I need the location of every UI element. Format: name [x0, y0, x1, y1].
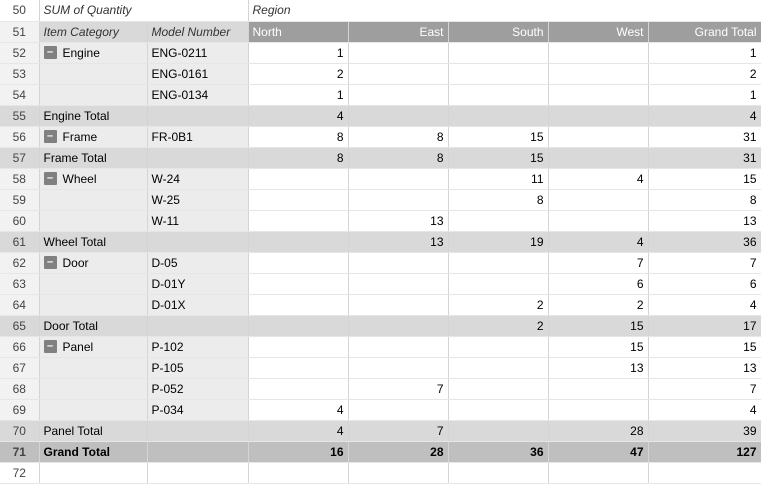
value-east	[348, 357, 448, 378]
value-west	[548, 42, 648, 63]
value-north	[248, 252, 348, 273]
table-row	[0, 189, 761, 210]
value-south	[448, 63, 548, 84]
value-total: 1	[648, 84, 761, 105]
row-header-62[interactable]: 62	[0, 252, 39, 273]
subtotal-total: 36	[648, 231, 761, 252]
value-west: 7	[548, 252, 648, 273]
value-east	[348, 273, 448, 294]
table-row	[0, 462, 761, 483]
value-east	[348, 42, 448, 63]
value-south	[448, 357, 548, 378]
subtotal-west	[548, 105, 648, 126]
category-cell	[39, 399, 147, 420]
value-west	[548, 84, 648, 105]
table-row	[0, 252, 761, 273]
value-west: 15	[548, 336, 648, 357]
model-cell: W-25	[147, 189, 248, 210]
subtotal-total: 17	[648, 315, 761, 336]
subtotal-south	[448, 420, 548, 441]
header-east[interactable]: East	[348, 21, 448, 42]
value-total: 13	[648, 210, 761, 231]
collapse-icon[interactable]: –	[44, 46, 57, 59]
subtotal-west: 4	[548, 231, 648, 252]
grand-total-label: Grand Total	[39, 441, 147, 462]
subtotal-north: 8	[248, 147, 348, 168]
row-header-66[interactable]: 66	[0, 336, 39, 357]
value-north	[248, 168, 348, 189]
category-cell	[39, 294, 147, 315]
header-model-number[interactable]: Model Number	[147, 21, 248, 42]
subtotal-row	[0, 105, 761, 126]
value-south: 11	[448, 168, 548, 189]
value-south	[448, 42, 548, 63]
category-label: Engine	[62, 45, 100, 60]
row-header-60[interactable]: 60	[0, 210, 39, 231]
value-west: 4	[548, 168, 648, 189]
subtotal-east: 7	[348, 420, 448, 441]
value-total: 1	[648, 42, 761, 63]
category-label: Door	[62, 255, 89, 270]
value-total: 15	[648, 168, 761, 189]
grand-total-model	[147, 441, 248, 462]
subtotal-west	[548, 147, 648, 168]
region-label: Region	[248, 0, 761, 21]
row-header-61[interactable]: 61	[0, 231, 39, 252]
subtotal-label: Wheel Total	[39, 231, 147, 252]
category-cell-engine[interactable]	[39, 42, 147, 63]
category-cell	[39, 84, 147, 105]
row-header-52[interactable]: 52	[0, 42, 39, 63]
row-header-64[interactable]: 64	[0, 294, 39, 315]
category-label: Frame	[62, 129, 98, 144]
value-south	[448, 84, 548, 105]
subtotal-north	[248, 231, 348, 252]
value-north	[248, 378, 348, 399]
subtotal-east	[348, 315, 448, 336]
subtotal-row	[0, 231, 761, 252]
row-header-54[interactable]: 54	[0, 84, 39, 105]
row-51	[0, 21, 761, 42]
empty-cell	[39, 462, 147, 483]
model-cell: D-01X	[147, 294, 248, 315]
table-row	[0, 84, 761, 105]
empty-cell	[147, 462, 248, 483]
row-header-51[interactable]: 51	[0, 21, 39, 42]
empty-cell	[248, 462, 348, 483]
row-header-63[interactable]: 63	[0, 273, 39, 294]
model-cell: P-034	[147, 399, 248, 420]
model-cell: D-01Y	[147, 273, 248, 294]
grand-total-row	[0, 441, 761, 462]
value-east	[348, 63, 448, 84]
value-east	[348, 189, 448, 210]
header-south[interactable]: South	[448, 21, 548, 42]
model-cell: ENG-0211	[147, 42, 248, 63]
subtotal-north: 4	[248, 420, 348, 441]
subtotal-row	[0, 420, 761, 441]
subtotal-total: 31	[648, 147, 761, 168]
subtotal-west: 28	[548, 420, 648, 441]
subtotal-model	[147, 315, 248, 336]
category-cell	[39, 210, 147, 231]
value-south	[448, 336, 548, 357]
table-row	[0, 294, 761, 315]
grand-total-south: 36	[448, 441, 548, 462]
value-north: 8	[248, 126, 348, 147]
table-row	[0, 273, 761, 294]
value-north	[248, 189, 348, 210]
subtotal-label: Frame Total	[39, 147, 147, 168]
value-west: 2	[548, 294, 648, 315]
value-north	[248, 210, 348, 231]
table-row	[0, 336, 761, 357]
table-row	[0, 210, 761, 231]
value-west	[548, 399, 648, 420]
subtotal-model	[147, 420, 248, 441]
row-header-70[interactable]: 70	[0, 420, 39, 441]
value-south	[448, 252, 548, 273]
value-east	[348, 294, 448, 315]
value-total: 31	[648, 126, 761, 147]
model-cell: FR-0B1	[147, 126, 248, 147]
category-cell-wheel[interactable]	[39, 168, 147, 189]
empty-cell	[648, 462, 761, 483]
collapse-icon[interactable]: –	[44, 130, 57, 143]
value-north	[248, 294, 348, 315]
category-label: Panel	[62, 339, 94, 354]
model-cell: P-052	[147, 378, 248, 399]
table-row	[0, 399, 761, 420]
model-cell: W-24	[147, 168, 248, 189]
row-header-67[interactable]: 67	[0, 357, 39, 378]
category-cell-panel[interactable]	[39, 336, 147, 357]
table-row	[0, 378, 761, 399]
value-total: 8	[648, 189, 761, 210]
collapse-icon[interactable]: –	[44, 172, 57, 185]
header-item-category[interactable]: Item Category	[39, 21, 147, 42]
subtotal-east	[348, 105, 448, 126]
subtotal-model	[147, 147, 248, 168]
value-east	[348, 168, 448, 189]
value-total: 4	[648, 399, 761, 420]
value-north	[248, 273, 348, 294]
row-header-72[interactable]: 72	[0, 462, 39, 483]
category-cell	[39, 357, 147, 378]
value-east	[348, 399, 448, 420]
row-header-53[interactable]: 53	[0, 63, 39, 84]
subtotal-south: 19	[448, 231, 548, 252]
subtotal-south: 15	[448, 147, 548, 168]
category-cell-frame[interactable]	[39, 126, 147, 147]
category-cell	[39, 378, 147, 399]
value-south: 8	[448, 189, 548, 210]
empty-cell	[448, 462, 548, 483]
value-total: 13	[648, 357, 761, 378]
subtotal-label: Panel Total	[39, 420, 147, 441]
value-south	[448, 210, 548, 231]
row-header-65[interactable]: 65	[0, 315, 39, 336]
model-cell: P-105	[147, 357, 248, 378]
subtotal-row	[0, 147, 761, 168]
row-header-58[interactable]: 58	[0, 168, 39, 189]
empty-cell	[548, 462, 648, 483]
category-label: Wheel	[62, 171, 97, 186]
table-row	[0, 42, 761, 63]
subtotal-south: 2	[448, 315, 548, 336]
table-row	[0, 357, 761, 378]
value-south: 15	[448, 126, 548, 147]
category-cell	[39, 63, 147, 84]
subtotal-label: Door Total	[39, 315, 147, 336]
collapse-icon[interactable]: –	[44, 256, 57, 269]
table-row	[0, 168, 761, 189]
value-north	[248, 336, 348, 357]
value-total: 6	[648, 273, 761, 294]
subtotal-north	[248, 315, 348, 336]
header-west[interactable]: West	[548, 21, 648, 42]
subtotal-west: 15	[548, 315, 648, 336]
value-north	[248, 357, 348, 378]
category-cell	[39, 189, 147, 210]
value-east	[348, 84, 448, 105]
table-row	[0, 126, 761, 147]
grand-total-total: 127	[648, 441, 761, 462]
subtotal-east: 8	[348, 147, 448, 168]
header-grand-total[interactable]: Grand Total	[648, 21, 761, 42]
value-west: 6	[548, 273, 648, 294]
value-north: 4	[248, 399, 348, 420]
value-north: 1	[248, 84, 348, 105]
category-cell-door[interactable]	[39, 252, 147, 273]
model-cell: ENG-0134	[147, 84, 248, 105]
category-cell	[39, 273, 147, 294]
grand-total-west: 47	[548, 441, 648, 462]
subtotal-total: 4	[648, 105, 761, 126]
value-total: 2	[648, 63, 761, 84]
row-header-56[interactable]: 56	[0, 126, 39, 147]
subtotal-south	[448, 105, 548, 126]
value-west	[548, 63, 648, 84]
collapse-icon[interactable]: –	[44, 340, 57, 353]
model-cell: P-102	[147, 336, 248, 357]
value-south	[448, 273, 548, 294]
value-west	[548, 126, 648, 147]
value-west	[548, 210, 648, 231]
grand-total-north: 16	[248, 441, 348, 462]
subtotal-north: 4	[248, 105, 348, 126]
sum-of-quantity-label: SUM of Quantity	[39, 0, 248, 21]
grand-total-east: 28	[348, 441, 448, 462]
value-total: 15	[648, 336, 761, 357]
subtotal-row	[0, 315, 761, 336]
model-cell: W-11	[147, 210, 248, 231]
subtotal-model	[147, 105, 248, 126]
subtotal-label: Engine Total	[39, 105, 147, 126]
model-cell: ENG-0161	[147, 63, 248, 84]
row-header-55[interactable]: 55	[0, 105, 39, 126]
row-header-57[interactable]: 57	[0, 147, 39, 168]
empty-cell	[348, 462, 448, 483]
row-header-50[interactable]: 50	[0, 0, 39, 21]
model-cell: D-05	[147, 252, 248, 273]
value-west	[548, 189, 648, 210]
value-total: 4	[648, 294, 761, 315]
value-east: 7	[348, 378, 448, 399]
table-row	[0, 63, 761, 84]
value-south: 2	[448, 294, 548, 315]
value-east	[348, 336, 448, 357]
value-west	[548, 378, 648, 399]
subtotal-total: 39	[648, 420, 761, 441]
value-east	[348, 252, 448, 273]
subtotal-model	[147, 231, 248, 252]
value-east: 8	[348, 126, 448, 147]
row-header-69[interactable]: 69	[0, 399, 39, 420]
value-total: 7	[648, 378, 761, 399]
value-north: 2	[248, 63, 348, 84]
row-50	[0, 0, 761, 21]
row-header-59[interactable]: 59	[0, 189, 39, 210]
row-header-71[interactable]: 71	[0, 441, 39, 462]
value-south	[448, 399, 548, 420]
value-total: 7	[648, 252, 761, 273]
subtotal-east: 13	[348, 231, 448, 252]
header-north[interactable]: North	[248, 21, 348, 42]
value-north: 1	[248, 42, 348, 63]
value-south	[448, 378, 548, 399]
row-header-68[interactable]: 68	[0, 378, 39, 399]
value-west: 13	[548, 357, 648, 378]
value-east: 13	[348, 210, 448, 231]
